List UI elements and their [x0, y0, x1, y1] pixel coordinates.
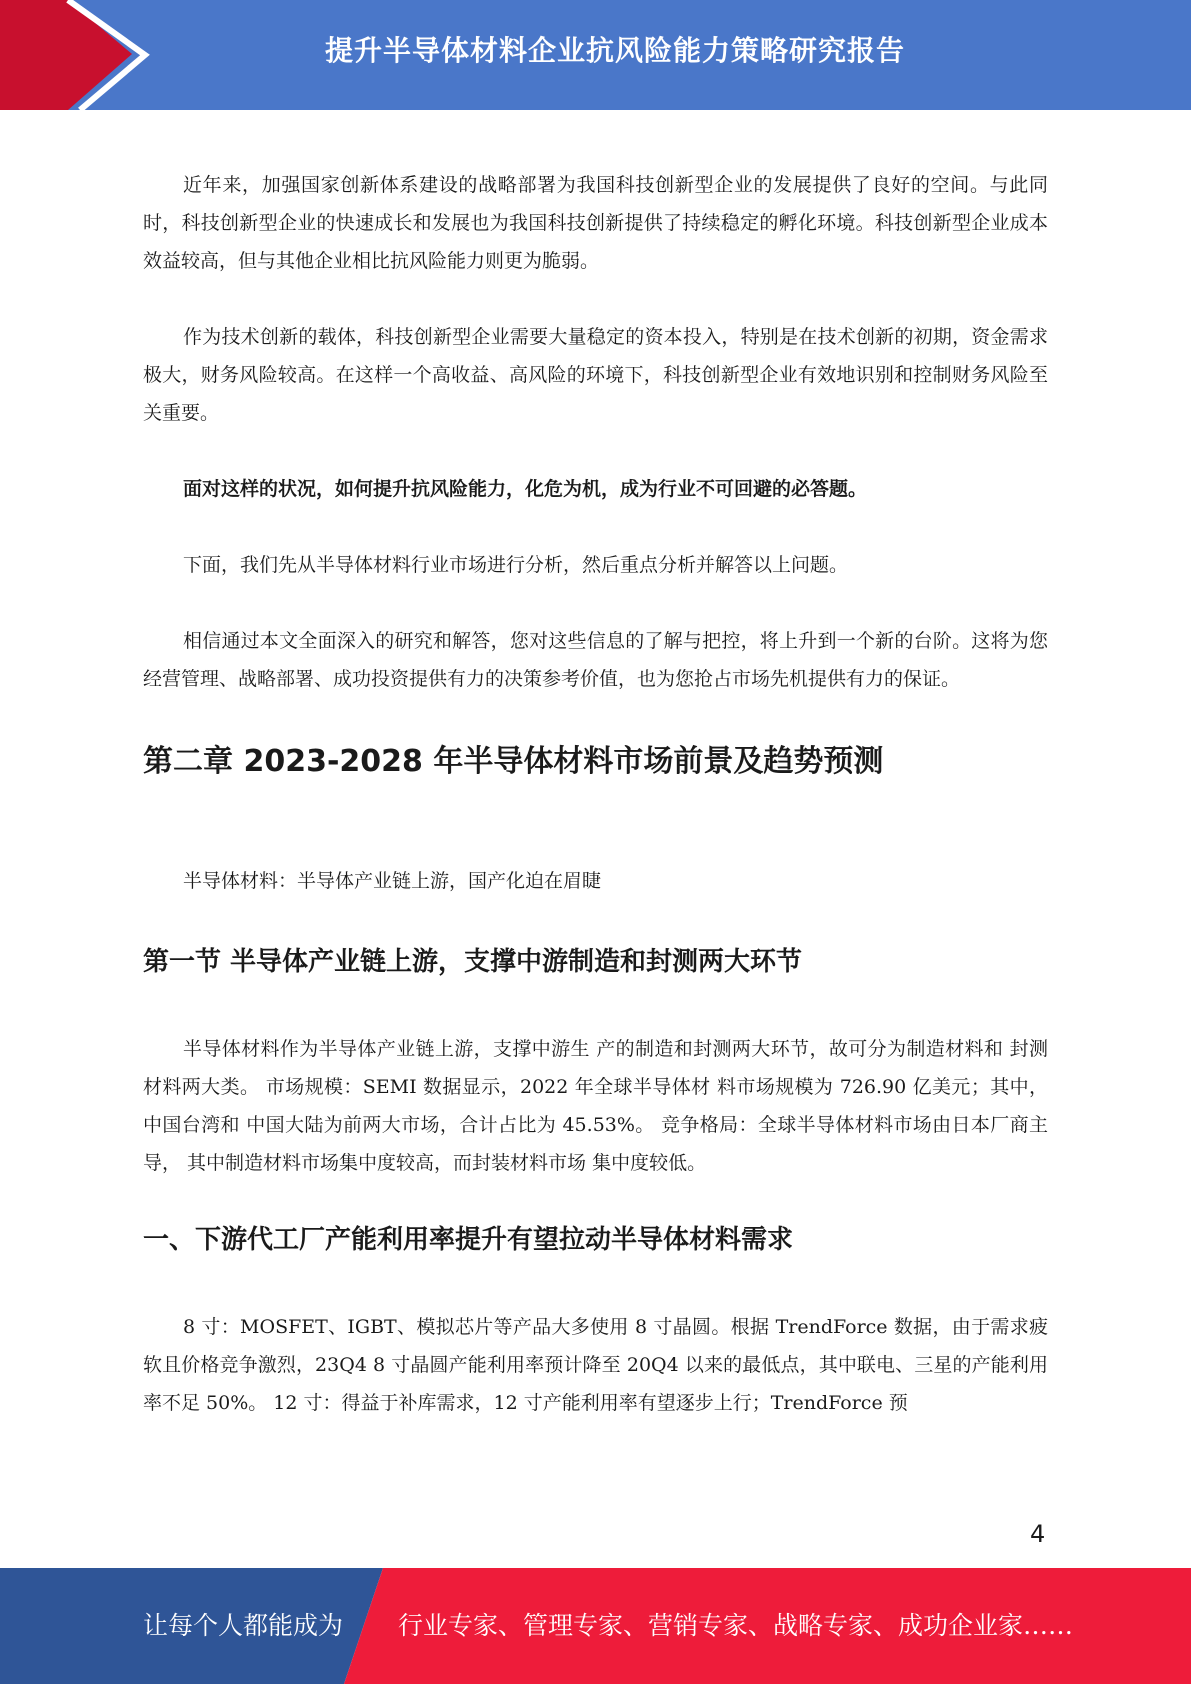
intro-paragraph-4: 下面，我们先从半导体材料行业市场进行分析，然后重点分析并解答以上问题。	[183, 554, 849, 576]
intro-paragraph-1: 近年来，加强国家创新体系建设的战略部署为我国科技创新型企业的发展提供了良好的空间。与此同时，科技创新型企业的快速成长和发展也为我国科技创新提供了持续稳定的孵化环境。科技创新型企业成本效益较高，但与其他企业相比抗风险能力则更为脆弱。	[143, 174, 1048, 272]
page-header	[0, 0, 1191, 110]
page-number: 4	[1030, 1520, 1046, 1548]
intro-paragraph-5: 相信通过本文全面深入的研究和解答，您对这些信息的了解与把控，将上升到一个新的台阶。这将为您经营管理、战略部署、成功投资提供有力的决策参考价值，也为您抢占市场先机提供有力的保证。	[143, 630, 1048, 690]
main-content	[143, 166, 1048, 1422]
chapter-title: 第二章 2023-2028 年半导体材料市场前景及趋势预测	[143, 744, 884, 779]
page-footer	[0, 1568, 1191, 1684]
subsection-title: 一、下游代工厂产能利用率提升有望拉动半导体材料需求	[143, 1225, 794, 1255]
section-paragraph-1: 半导体材料作为半导体产业链上游，支撑中游生 产的制造和封测两大环节，故可分为制造材料和 封测材料两大类。 市场规模：SEMI 数据显示，2022 年全球半导体材 料市场规模为 726.90 亿美元；其中，中国台湾和 中国大陆为前两大市场，合计占比为 45.53%。 竞争格局：全球半导体材料市场由日本厂商主导， 其中制造材料市场集中度较高，而封装材料市场 集中度较低。	[143, 1038, 1048, 1174]
footer-slogan-right: 行业专家、管理专家、营销专家、战略专家、成功企业家……	[398, 1611, 1074, 1640]
intro-paragraph-2: 作为技术创新的载体，科技创新型企业需要大量稳定的资本投入，特别是在技术创新的初期，资金需求极大，财务风险较高。在这样一个高收益、高风险的环境下，科技创新型企业有效地识别和控制财务风险至关重要。	[143, 326, 1048, 424]
subsection-paragraph-1: 8 寸：MOSFET、IGBT、模拟芯片等产品大多使用 8 寸晶圆。根据 TrendForce 数据，由于需求疲软且价格竞争激烈，23Q4 8 寸晶圆产能利用率预计降至 20Q4 以来的最低点，其中联电、三星的产能利用率不足 50%。 12 寸：得益于补库需求，12 寸产能利用率有望逐步上行；TrendForce 预	[143, 1316, 1048, 1414]
footer-slogan-left: 让每个人都能成为	[143, 1611, 344, 1640]
section-title: 第一节 半导体产业链上游，支撑中游制造和封测两大环节	[143, 947, 803, 977]
intro-paragraph-3: 面对这样的状况，如何提升抗风险能力，化危为机，成为行业不可回避的必答题。	[183, 478, 868, 500]
report-title: 提升半导体材料企业抗风险能力策略研究报告	[324, 34, 905, 67]
chapter-subtitle: 半导体材料：半导体产业链上游，国产化迫在眉睫	[183, 870, 602, 892]
